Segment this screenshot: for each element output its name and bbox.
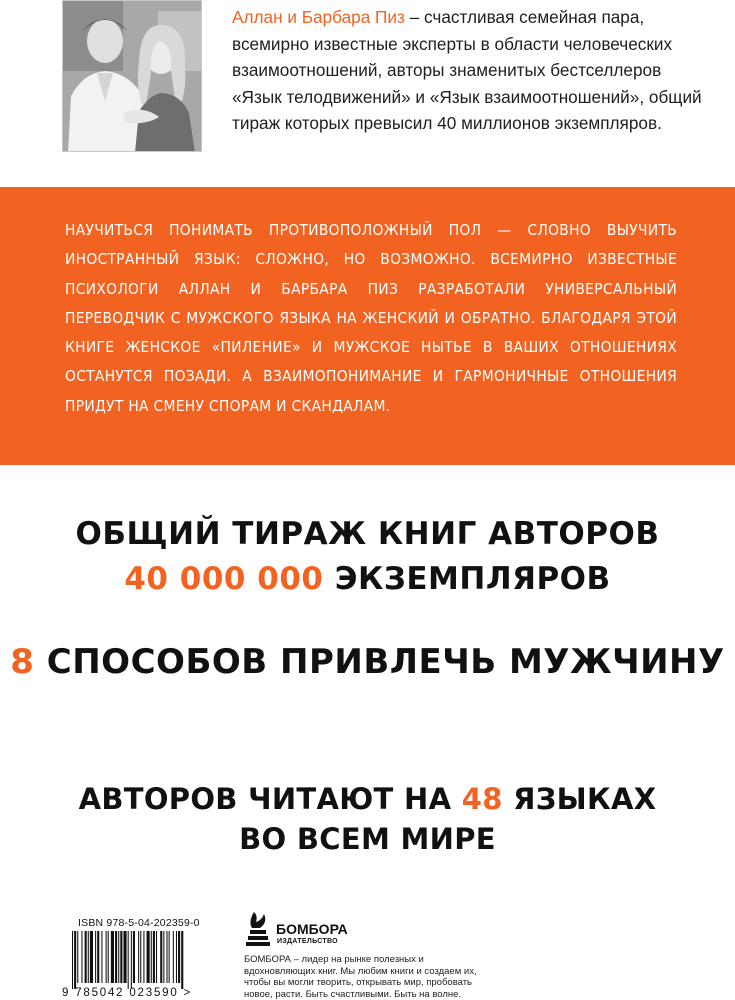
circulation-line1: ОБЩИЙ ТИРАЖ КНИГ АВТОРОВ bbox=[75, 516, 660, 552]
circulation-line2 bbox=[0, 557, 735, 602]
isbn-number: ISBN 978-5-04-202359-0 bbox=[78, 917, 200, 929]
barcode-bar bbox=[74, 931, 76, 989]
author-bio bbox=[232, 4, 702, 137]
barcode-bar bbox=[108, 931, 109, 983]
author-bio-text: – счастливая семейная пара, всемирно известные эксперты в области человеческих взаимоотношений, авторы знаменитых бестселлеров «Язык телодвижений» и «Язык взаимоотношений», общий тираж которых превысил 40 миллионов экземпляров. bbox=[232, 7, 702, 133]
barcode-bar bbox=[178, 931, 180, 983]
barcode-bar bbox=[173, 931, 174, 983]
barcode-bar bbox=[101, 931, 102, 983]
barcode-bar bbox=[77, 931, 78, 983]
barcode-bar bbox=[111, 931, 114, 983]
barcode-bar bbox=[167, 931, 168, 983]
barcode-bar bbox=[153, 931, 155, 983]
barcode-bar bbox=[163, 931, 164, 983]
barcode-bar bbox=[138, 931, 139, 983]
languages-promo bbox=[0, 779, 735, 859]
barcode-bar bbox=[95, 931, 96, 983]
publisher-description: БОМБОРА – лидер на рынке полезных и вдохновляющих книг. Мы любим книги и создаем их, чтобы вы могли творить, открывать мир, пробовать новое, расти. Быть счастливыми. Быть на волне. bbox=[244, 954, 477, 1000]
languages-text-a: АВТОРОВ ЧИТАЮТ НА bbox=[78, 782, 462, 816]
isbn-barcode bbox=[62, 911, 214, 1000]
barcode-bar bbox=[85, 931, 87, 983]
bombora-logo-icon bbox=[244, 910, 274, 948]
languages-line2: ВО ВСЕМ МИРЕ bbox=[239, 822, 496, 856]
barcode-bar bbox=[97, 931, 99, 983]
barcode-bar bbox=[123, 931, 126, 983]
barcode-bar bbox=[143, 931, 144, 983]
barcode-bar bbox=[151, 931, 152, 983]
barcode-bar bbox=[131, 931, 132, 989]
barcode-bar bbox=[169, 931, 170, 983]
author-photo bbox=[62, 0, 202, 152]
barcode-bar bbox=[90, 931, 93, 983]
ways-promo bbox=[0, 640, 735, 684]
barcode-bars bbox=[62, 931, 227, 989]
barcode-bar bbox=[156, 931, 157, 983]
languages-number: 48 bbox=[461, 782, 503, 816]
barcode-bar bbox=[176, 931, 177, 983]
publisher-subtitle: ИЗДАТЕЛЬСТВО bbox=[277, 938, 338, 945]
book-blurb: НАУЧИТЬСЯ ПОНИМАТЬ ПРОТИВОПОЛОЖНЫЙ ПОЛ — СЛОВНО ВЫУЧИТЬ ИНОСТРАННЫЙ ЯЗЫК: СЛОЖНО, НО ВОЗМОЖНО. ВСЕМИРНО ИЗВЕСТНЫЕ ПСИХОЛОГИ АЛЛАН И БАРБАРА ПИЗ РАЗРАБОТАЛИ УНИВЕРСАЛЬНЫЙ ПЕРЕВОДЧИК С МУЖСКОГО ЯЗЫКА НА ЖЕНСКИЙ И ОБРАТНО. БЛАГОДАРЯ ЭТОЙ КНИГЕ ЖЕНСКОЕ «ПИЛЕНИЕ» И МУЖСКОЕ НЫТЬЕ В ВАШИХ ОТНОШЕНИЯХ ОСТАНУТСЯ ПОЗАДИ. А ВЗАИМОПОНИМАНИЕ И ГАРМОНИЧНЫЕ ОТНОШЕНИЯ ПРИДУТ НА СМЕНУ СПОРАМ И СКАНДАЛАМ. bbox=[65, 221, 677, 415]
barcode-bar bbox=[118, 931, 119, 983]
barcode-bar bbox=[128, 931, 129, 989]
barcode-bar bbox=[120, 931, 122, 983]
circulation-unit: ЭКЗЕМПЛЯРОВ bbox=[323, 561, 611, 597]
barcode-bar bbox=[88, 931, 89, 983]
languages-line1 bbox=[0, 779, 735, 819]
barcode-bar bbox=[72, 931, 73, 989]
barcode-bar bbox=[140, 931, 141, 983]
barcode-bar bbox=[181, 931, 183, 989]
circulation-number: 40 000 000 bbox=[124, 561, 324, 597]
barcode-bar bbox=[115, 931, 117, 983]
author-names: Аллан и Барбара Пиз bbox=[232, 7, 405, 27]
barcode-bar bbox=[160, 931, 162, 983]
ways-number: 8 bbox=[10, 642, 35, 682]
barcode-bar bbox=[147, 931, 150, 983]
languages-text-b: ЯЗЫКАХ bbox=[502, 782, 657, 816]
barcode-bar bbox=[106, 931, 107, 983]
publisher-name: БОМБОРА bbox=[276, 921, 348, 937]
barcode-bar bbox=[133, 931, 135, 983]
barcode-bar bbox=[81, 931, 82, 983]
barcode-digits: 9 785042 023590 > bbox=[62, 987, 193, 999]
circulation-promo bbox=[0, 512, 735, 602]
ways-text: СПОСОБОВ ПРИВЛЕЧЬ МУЖЧИНУ bbox=[34, 642, 725, 682]
